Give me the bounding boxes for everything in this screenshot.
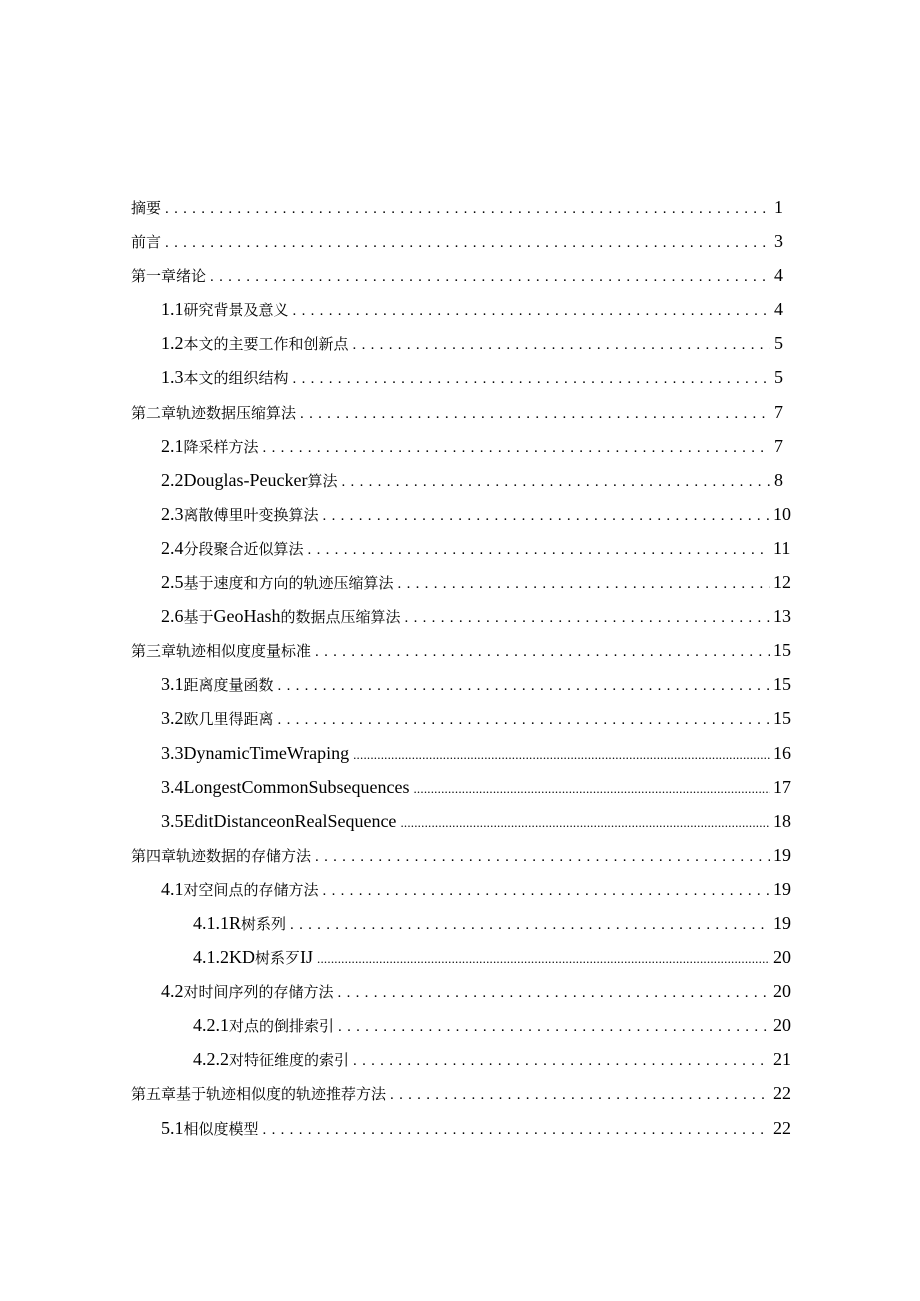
toc-entry-title: 基于GeoHash的数据点压缩算法 bbox=[183, 606, 401, 627]
toc-entry-page-number: 22 bbox=[773, 1083, 791, 1104]
toc-entry-page-number: 15 bbox=[773, 640, 791, 661]
toc-entry-number: 2.4 bbox=[161, 537, 184, 558]
toc-entry-number: 4.2.1 bbox=[193, 1015, 229, 1036]
toc-entry-page-number: 19 bbox=[773, 878, 791, 899]
toc-entry-page-number: 19 bbox=[773, 912, 791, 933]
toc-entry[interactable] bbox=[131, 190, 783, 224]
toc-entry[interactable] bbox=[131, 599, 791, 633]
toc-entry-number: 2.2 bbox=[161, 469, 184, 490]
toc-entry[interactable] bbox=[131, 565, 791, 599]
toc-entry-title: 相似度模型 bbox=[183, 1119, 259, 1138]
toc-entry-number: 4.1.1 bbox=[193, 912, 229, 933]
toc-entry-title: 第一章绪论 bbox=[131, 267, 207, 286]
toc-entry[interactable] bbox=[131, 633, 791, 667]
toc-entry[interactable] bbox=[131, 974, 791, 1008]
toc-entry[interactable] bbox=[131, 838, 791, 872]
toc-entry-title: 分段聚合近似算法 bbox=[183, 539, 304, 558]
toc-entry-number: 4.2.2 bbox=[193, 1049, 229, 1070]
toc-dot-leader bbox=[308, 533, 770, 567]
table-of-contents bbox=[131, 190, 791, 1145]
toc-entry-title: 研究背景及意义 bbox=[183, 301, 289, 320]
toc-entry[interactable] bbox=[131, 395, 783, 429]
toc-entry-number: 2.6 bbox=[161, 606, 184, 627]
toc-dot-leader bbox=[323, 874, 770, 908]
toc-entry-page-number: 13 bbox=[773, 606, 791, 627]
toc-entry[interactable] bbox=[131, 1076, 791, 1110]
toc-entry-page-number: 8 bbox=[774, 469, 783, 490]
toc-entry-title: 降采样方法 bbox=[183, 437, 259, 456]
toc-entry-page-number: 15 bbox=[773, 708, 791, 729]
toc-dot-leader bbox=[293, 294, 770, 328]
toc-entry[interactable] bbox=[131, 667, 791, 701]
toc-entry-number: 4.2 bbox=[161, 981, 184, 1002]
toc-entry[interactable] bbox=[131, 804, 791, 838]
toc-dot-leader bbox=[300, 397, 770, 431]
toc-entry[interactable] bbox=[131, 429, 783, 463]
toc-entry-title: EditDistanceonRealSequence bbox=[183, 810, 397, 831]
toc-entry[interactable] bbox=[131, 1042, 791, 1076]
toc-entry-page-number: 15 bbox=[773, 674, 791, 695]
toc-entry-page-number: 7 bbox=[774, 435, 783, 456]
toc-entry-title: KD树系歹IJ bbox=[229, 947, 314, 968]
toc-dot-leader bbox=[317, 942, 770, 976]
toc-dot-leader bbox=[165, 192, 770, 226]
toc-entry[interactable] bbox=[131, 1111, 791, 1145]
toc-entry-page-number: 20 bbox=[773, 947, 791, 968]
toc-entry[interactable] bbox=[131, 940, 791, 974]
toc-entry-page-number: 4 bbox=[774, 265, 783, 286]
toc-entry[interactable] bbox=[131, 736, 791, 770]
toc-entry-page-number: 3 bbox=[774, 231, 783, 252]
toc-entry-page-number: 20 bbox=[773, 1015, 791, 1036]
toc-entry-title: 第三章轨迹相似度度量标准 bbox=[131, 642, 312, 661]
toc-entry-title: Douglas-Peucker算法 bbox=[183, 469, 338, 490]
toc-entry-number: 1.1 bbox=[161, 299, 184, 320]
toc-entry-number: 5.1 bbox=[161, 1117, 184, 1138]
toc-dot-leader bbox=[263, 1113, 770, 1147]
toc-entry-title: 距离度量函数 bbox=[183, 676, 274, 695]
toc-dot-leader bbox=[315, 635, 770, 669]
toc-entry-page-number: 7 bbox=[774, 401, 783, 422]
toc-entry-number: 1.3 bbox=[161, 367, 184, 388]
toc-dot-leader bbox=[400, 806, 770, 840]
toc-entry-title: 前言 bbox=[131, 233, 162, 252]
toc-entry[interactable] bbox=[131, 497, 791, 531]
toc-entry-number: 4.1.2 bbox=[193, 947, 229, 968]
toc-dot-leader bbox=[338, 1010, 770, 1044]
toc-entry[interactable] bbox=[131, 906, 791, 940]
toc-dot-leader bbox=[341, 465, 770, 499]
toc-entry[interactable] bbox=[131, 224, 783, 258]
toc-entry-page-number: 16 bbox=[773, 742, 791, 763]
toc-entry[interactable] bbox=[131, 872, 791, 906]
toc-entry-page-number: 11 bbox=[773, 537, 791, 558]
toc-entry-number: 3.2 bbox=[161, 708, 184, 729]
toc-entry-title: 对特征维度的索引 bbox=[229, 1051, 350, 1070]
toc-dot-leader bbox=[405, 601, 770, 635]
toc-entry[interactable] bbox=[131, 770, 791, 804]
toc-entry-title: 第五章基于轨迹相似度的轨迹推荐方法 bbox=[131, 1085, 387, 1104]
toc-entry-title: 对时间序列的存储方法 bbox=[183, 983, 334, 1002]
toc-entry-number: 2.1 bbox=[161, 435, 184, 456]
toc-entry-number: 4.1 bbox=[161, 878, 184, 899]
toc-entry-number: 3.3 bbox=[161, 742, 184, 763]
toc-entry-page-number: 20 bbox=[773, 981, 791, 1002]
toc-entry-number: 2.3 bbox=[161, 503, 184, 524]
toc-entry-number: 3.5 bbox=[161, 810, 184, 831]
toc-entry-number: 1.2 bbox=[161, 333, 184, 354]
toc-dot-leader bbox=[278, 669, 770, 703]
toc-entry-page-number: 1 bbox=[774, 197, 783, 217]
toc-entry-page-number: 5 bbox=[774, 333, 783, 354]
toc-dot-leader bbox=[353, 738, 770, 772]
toc-dot-leader bbox=[353, 328, 770, 362]
toc-dot-leader bbox=[165, 226, 770, 260]
toc-dot-leader bbox=[398, 567, 770, 601]
toc-dot-leader bbox=[338, 976, 770, 1010]
toc-entry-title: 摘要 bbox=[131, 199, 162, 217]
toc-entry-title: 本文的组织结构 bbox=[183, 369, 289, 388]
toc-entry-title: 欧几里得距离 bbox=[183, 710, 274, 729]
toc-entry-page-number: 10 bbox=[773, 503, 791, 524]
toc-entry[interactable] bbox=[131, 1008, 791, 1042]
toc-entry-number: 3.1 bbox=[161, 674, 184, 695]
toc-dot-leader bbox=[263, 431, 770, 465]
toc-entry-number: 2.5 bbox=[161, 572, 184, 593]
toc-dot-leader bbox=[323, 499, 770, 533]
toc-dot-leader bbox=[278, 703, 770, 737]
toc-entry-page-number: 12 bbox=[773, 572, 791, 593]
toc-dot-leader bbox=[413, 772, 770, 806]
toc-dot-leader bbox=[210, 260, 770, 294]
toc-entry[interactable] bbox=[131, 463, 783, 497]
toc-entry[interactable] bbox=[131, 360, 783, 394]
toc-entry-page-number: 5 bbox=[774, 367, 783, 388]
toc-entry-title: R树系列 bbox=[229, 912, 287, 933]
toc-entry-page-number: 17 bbox=[773, 776, 791, 797]
toc-dot-leader bbox=[290, 908, 770, 942]
toc-entry[interactable] bbox=[131, 701, 791, 735]
toc-entry-page-number: 22 bbox=[773, 1117, 791, 1138]
toc-entry-title: 对点的倒排索引 bbox=[229, 1017, 335, 1036]
toc-entry-page-number: 21 bbox=[773, 1049, 791, 1070]
toc-entry-title: 离散傅里叶变换算法 bbox=[183, 505, 319, 524]
toc-entry-title: 第二章轨迹数据压缩算法 bbox=[131, 403, 297, 422]
toc-entry[interactable] bbox=[131, 326, 783, 360]
toc-entry-number: 3.4 bbox=[161, 776, 184, 797]
toc-entry-title: DynamicTimeWraping bbox=[183, 742, 350, 763]
toc-entry-title: LongestCommonSubsequences bbox=[183, 776, 410, 797]
toc-entry-title: 本文的主要工作和创新点 bbox=[183, 335, 349, 354]
toc-dot-leader bbox=[293, 362, 770, 396]
toc-entry[interactable] bbox=[131, 531, 791, 565]
toc-entry[interactable] bbox=[131, 292, 783, 326]
toc-entry-title: 基于速度和方向的轨迹压缩算法 bbox=[183, 574, 394, 593]
toc-entry-page-number: 19 bbox=[773, 844, 791, 865]
toc-dot-leader bbox=[353, 1044, 770, 1078]
toc-entry-title: 第四章轨迹数据的存储方法 bbox=[131, 846, 312, 865]
toc-dot-leader bbox=[315, 840, 770, 874]
toc-entry-page-number: 4 bbox=[774, 299, 783, 320]
toc-entry-page-number: 18 bbox=[773, 810, 791, 831]
toc-entry[interactable] bbox=[131, 258, 783, 292]
toc-dot-leader bbox=[390, 1078, 770, 1112]
toc-entry-title: 对空间点的存储方法 bbox=[183, 880, 319, 899]
